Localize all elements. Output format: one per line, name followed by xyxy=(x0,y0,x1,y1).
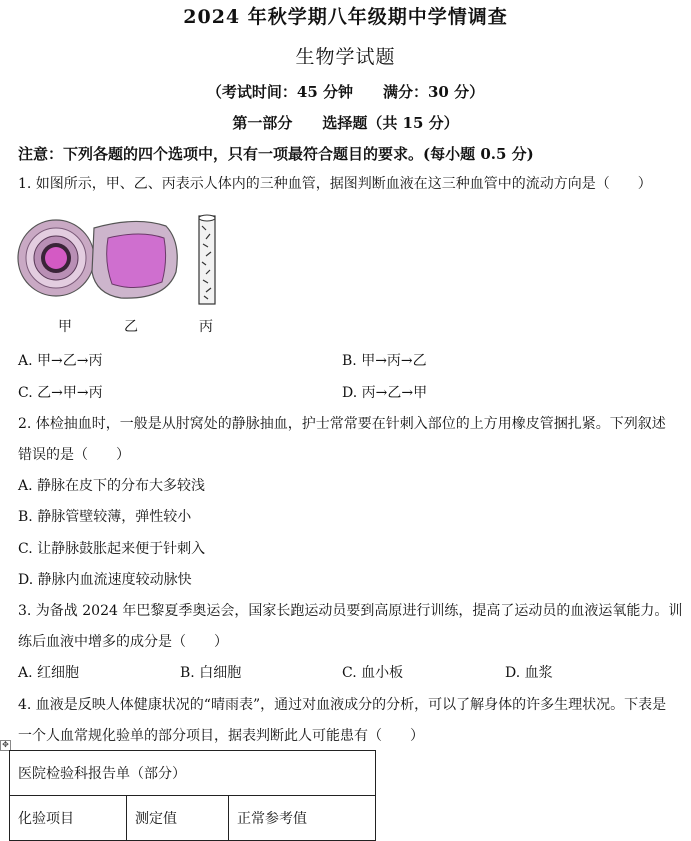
question-1-option-c: C. 乙→甲→丙 xyxy=(18,385,103,401)
question-3-stem-line-1: 3. 为备战 2024 年巴黎夏季奥运会，国家长跑运动员要到高原进行训练，提高了运动员的血液运氧能力。训 xyxy=(18,603,683,619)
question-4-stem-line-2: 一个人血常规化验单的部分项目，据表判断此人可能患有（ ） xyxy=(18,728,424,744)
question-1-option-d: D. 丙→乙→甲 xyxy=(342,385,428,401)
table-header-item: 化验项目 xyxy=(10,796,127,841)
blood-vessel-figure xyxy=(16,212,226,312)
question-1-option-a: A. 甲→乙→丙 xyxy=(18,353,103,369)
question-4-stem-line-1: 4. 血液是反映人体健康状况的“晴雨表”，通过对血液成分的分析，可以了解身体的许多生理状况。下表是 xyxy=(18,697,667,713)
subject-title: 生物学试题 xyxy=(295,46,396,68)
question-3-option-b: B. 白细胞 xyxy=(180,665,242,681)
question-2-stem-line-1: 2. 体检抽血时，一般是从肘窝处的静脉抽血，护士常常要在针刺入部位的上方用橡皮管捆扎紧。下列叙述 xyxy=(18,416,666,432)
lab-report-table xyxy=(9,750,376,841)
question-2-option-a: A. 静脉在皮下的分布大多较浅 xyxy=(18,478,206,494)
section-title: 第一部分 选择题（共 15 分） xyxy=(232,114,459,132)
exam-info: （考试时间：45 分钟 满分：30 分） xyxy=(206,83,485,101)
question-2-option-b: B. 静脉管壁较薄，弹性较小 xyxy=(18,509,192,525)
table-row xyxy=(10,796,376,841)
question-3-stem-line-2: 练后血液中增多的成分是（ ） xyxy=(18,634,228,650)
instructions-note: 注意：下列各题的四个选项中，只有一项最符合题目的要求。(每小题 0.5 分) xyxy=(18,145,534,163)
table-header-reference: 正常参考值 xyxy=(229,796,376,841)
figure-label-bing: 丙 xyxy=(199,319,213,335)
question-2-option-d: D. 静脉内血流速度较动脉快 xyxy=(18,572,192,588)
figure-label-jia: 甲 xyxy=(58,319,72,335)
question-1-option-b: B. 甲→丙→乙 xyxy=(342,353,427,369)
question-1-stem: 1. 如图所示，甲、乙、丙表示人体内的三种血管，据图判断血液在这三种血管中的流动方向是（ ） xyxy=(18,176,652,192)
question-3-option-c: C. 血小板 xyxy=(342,665,404,681)
figure-label-yi: 乙 xyxy=(124,319,138,335)
exam-title: 2024 年秋学期八年级期中学情调查 xyxy=(183,6,508,28)
question-3-option-a: A. 红细胞 xyxy=(18,665,80,681)
capillary-image xyxy=(199,215,215,304)
table-move-handle-icon[interactable]: ✥ xyxy=(0,740,11,751)
artery-image xyxy=(18,220,94,296)
vein-image xyxy=(92,221,177,298)
question-2-stem-line-2: 错误的是（ ） xyxy=(18,447,130,463)
table-header-measured: 测定值 xyxy=(127,796,229,841)
question-3-option-d: D. 血浆 xyxy=(505,665,553,681)
question-2-option-c: C. 让静脉鼓胀起来便于针刺入 xyxy=(18,541,206,557)
lab-report-title: 医院检验科报告单（部分） xyxy=(10,751,376,796)
